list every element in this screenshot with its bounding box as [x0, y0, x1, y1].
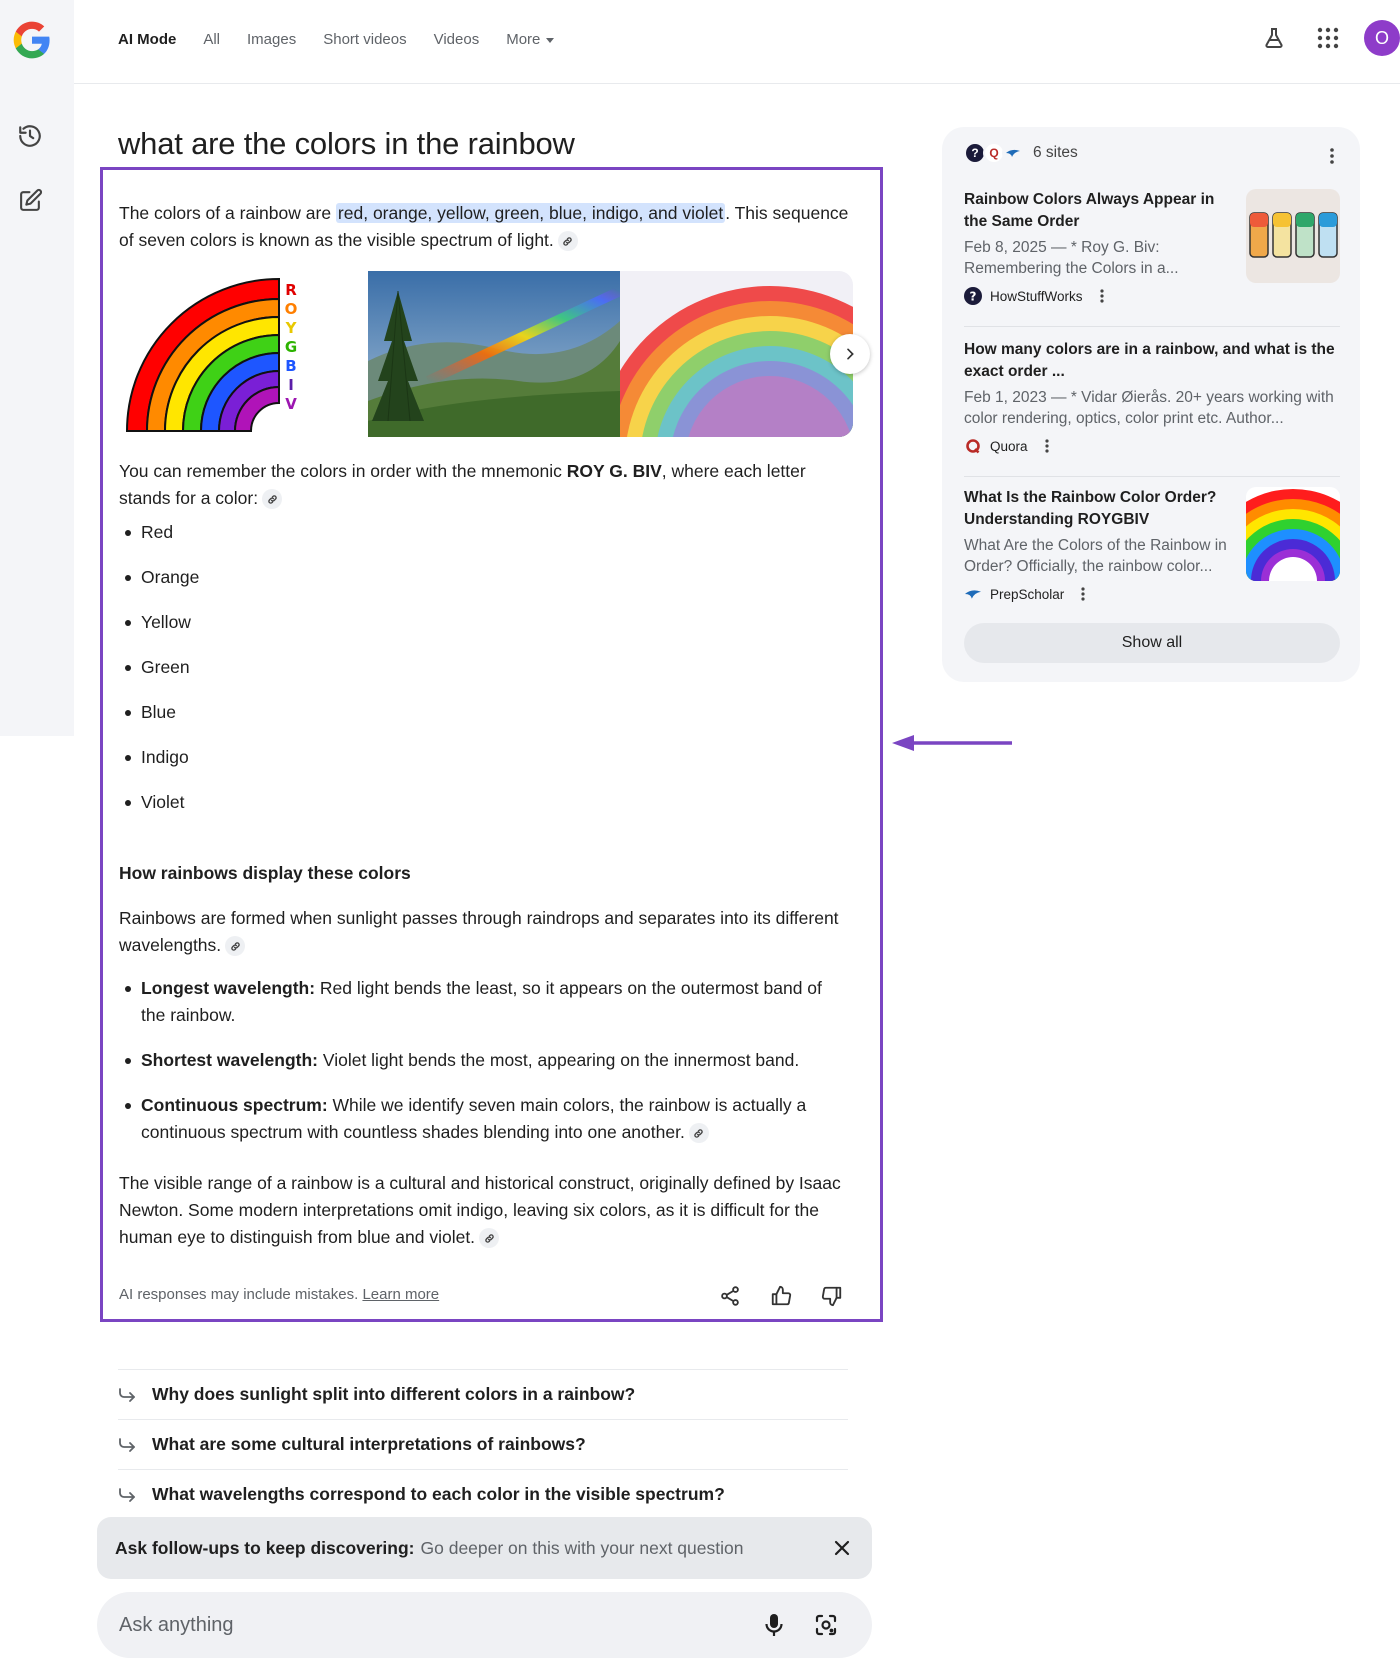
divider — [964, 326, 1340, 327]
source-site — [964, 287, 1340, 305]
labs-button[interactable] — [1256, 20, 1292, 56]
citation-link-icon[interactable] — [479, 1228, 499, 1248]
howstuffworks-icon: ? — [964, 142, 986, 164]
roygbiv-letter: Y — [285, 319, 297, 337]
wavelength-list — [141, 975, 841, 1164]
roygbiv-rainbow-image[interactable] — [119, 271, 368, 437]
bullet-label: Continuous spectrum: — [141, 1095, 328, 1115]
source-site-name: Quora — [990, 438, 1028, 454]
voice-search-button[interactable] — [758, 1609, 790, 1641]
roygbiv-letter: R — [285, 281, 297, 299]
source-thumbnail — [1246, 189, 1340, 283]
list-item — [141, 1092, 841, 1146]
more-vert-icon — [1330, 148, 1334, 164]
search-tabs — [118, 28, 581, 52]
intro-text: The colors of a rainbow are — [119, 203, 336, 223]
lens-search-button[interactable] — [810, 1609, 842, 1641]
source-snippet: Feb 8, 2025 — * Roy G. Biv: Remembering the Colors in a... — [964, 239, 1179, 277]
source-thumbnail — [1246, 487, 1340, 581]
color-list — [141, 519, 199, 834]
thumbs-down-icon — [821, 1285, 843, 1307]
learn-more-link[interactable]: Learn more — [362, 1286, 440, 1303]
flask-icon — [1262, 26, 1286, 50]
svg-text:?: ? — [969, 289, 977, 304]
tab-more-label: More — [506, 31, 541, 48]
quora-icon — [964, 437, 982, 455]
chevron-right-icon — [842, 346, 858, 362]
list-item — [141, 1047, 841, 1074]
answer-intro — [119, 200, 849, 254]
source-site-name: PrepScholar — [990, 586, 1065, 602]
more-vert-icon[interactable] — [1042, 439, 1052, 453]
list-item: Indigo — [141, 744, 199, 789]
ai-disclaimer — [119, 1286, 439, 1303]
ai-answer-box — [100, 167, 883, 1322]
list-item: Blue — [141, 699, 199, 744]
formation-text: Rainbows are formed when sunlight passes through raindrops and separates into its different wavelengths. — [119, 908, 839, 955]
follow-up-text: What are some cultural interpretations of rainbows? — [152, 1434, 586, 1454]
sources-count[interactable]: 6 sites — [1033, 144, 1078, 161]
account-avatar[interactable]: O — [1364, 20, 1400, 56]
subdirectory-arrow-icon — [118, 1438, 138, 1452]
follow-up-suggestions — [118, 1369, 848, 1519]
source-card[interactable] — [964, 189, 1340, 305]
left-rail — [0, 0, 74, 736]
follow-up-text: Why does sunlight split into different colors in a rainbow? — [152, 1384, 636, 1404]
tab-videos[interactable]: Videos — [433, 31, 480, 48]
citation-link-icon[interactable] — [558, 231, 578, 251]
howstuffworks-icon — [964, 287, 982, 305]
prepscholar-icon — [1002, 142, 1024, 164]
follow-up-text: What wavelengths correspond to each color in the visible spectrum? — [152, 1484, 725, 1504]
forest-rainbow-photo[interactable] — [368, 271, 620, 437]
source-title: What Is the Rainbow Color Order? Understanding ROYGBIV — [964, 489, 1217, 528]
history-button[interactable] — [14, 120, 46, 152]
section-heading: How rainbows display these colors — [119, 863, 411, 883]
roygbiv-letter: I — [288, 376, 294, 394]
subdirectory-arrow-icon — [118, 1388, 138, 1402]
roygbiv-letter: B — [285, 357, 297, 375]
mnemonic-paragraph — [119, 458, 849, 512]
carousel-next-button[interactable] — [830, 334, 870, 374]
newton-paragraph — [119, 1170, 854, 1251]
follow-up-item[interactable] — [118, 1419, 848, 1469]
bullet-text: While we identify seven main colors, the rainbow is actually a continuous spectrum with countless shades blending into one another. — [141, 1095, 807, 1142]
apps-button[interactable] — [1310, 20, 1346, 56]
share-icon — [719, 1285, 741, 1307]
sources-header — [964, 142, 1078, 164]
intro-text-end: . This sequence of seven colors is known as the visible spectrum of light. — [119, 203, 849, 250]
source-snippet: What Are the Colors of the Rainbow in Order? Officially, the rainbow color... — [964, 537, 1227, 575]
mnemonic-text-end: , where each letter stands for a color: — [119, 461, 806, 508]
answer-actions — [697, 1278, 850, 1314]
close-banner-button[interactable] — [830, 1536, 854, 1560]
prepscholar-icon — [964, 585, 982, 603]
banner-text: Go deeper on this with your next question — [420, 1537, 744, 1558]
roygbiv-letter: O — [284, 300, 298, 318]
divider — [964, 476, 1340, 477]
list-item: Violet — [141, 789, 199, 834]
new-chat-button[interactable] — [14, 184, 46, 216]
quora-icon: Q — [983, 142, 1005, 164]
thumbs-up-icon — [770, 1285, 792, 1307]
citation-link-icon[interactable] — [262, 489, 282, 509]
ask-input[interactable] — [119, 1614, 719, 1637]
more-vert-icon[interactable] — [1097, 289, 1107, 303]
list-item: Orange — [141, 564, 199, 609]
list-item: Yellow — [141, 609, 199, 654]
caret-down-icon — [546, 38, 554, 43]
disclaimer-text: AI responses may include mistakes. — [119, 1286, 363, 1303]
apps-grid-icon — [1317, 27, 1339, 49]
source-snippet: Feb 1, 2023 — * Vidar Øierås. 20+ years working with color rendering, optics, color print etc. Author... — [964, 389, 1334, 427]
query-title: what are the colors in the rainbow — [118, 126, 575, 161]
top-bar — [74, 0, 1400, 84]
list-item: Red — [141, 519, 199, 564]
source-card[interactable] — [964, 487, 1340, 603]
bullet-text: Red light bends the least, so it appears on the outermost band of the rainbow. — [141, 978, 822, 1025]
source-card[interactable] — [964, 339, 1340, 455]
edit-icon — [18, 188, 43, 213]
citation-link-icon[interactable] — [689, 1123, 709, 1143]
newton-text: The visible range of a rainbow is a cultural and historical construct, originally defined by Isaac Newton. Some modern interpretations omit indigo, leaving six colors, as it is difficult for the human eye to distinguish from blue and violet. — [119, 1173, 841, 1247]
sources-panel — [942, 127, 1360, 682]
mnemonic-bold: ROY G. BIV — [566, 461, 662, 481]
microphone-icon — [764, 1613, 784, 1637]
tab-short-videos[interactable]: Short videos — [323, 31, 407, 48]
tab-images[interactable]: Images — [247, 31, 297, 48]
tab-all[interactable]: All — [203, 31, 221, 48]
favicon-stack — [964, 142, 1021, 164]
history-icon — [17, 123, 43, 149]
source-site — [964, 585, 1340, 603]
banner-strong-text: Ask follow-ups to keep discovering: — [115, 1537, 415, 1558]
google-logo[interactable] — [12, 20, 52, 60]
bullet-label: Longest wavelength: — [141, 978, 316, 998]
bullet-label: Shortest wavelength: — [141, 1050, 318, 1070]
roygbiv-letter: V — [285, 395, 297, 413]
follow-up-banner — [97, 1517, 872, 1579]
thumbs-up-button[interactable] — [763, 1278, 799, 1314]
mnemonic-text: You can remember the colors in order with the mnemonic — [119, 461, 567, 481]
source-title: Rainbow Colors Always Appear in the Same Order — [964, 191, 1215, 230]
tab-more[interactable] — [506, 28, 554, 52]
thumbs-down-button[interactable] — [814, 1278, 850, 1314]
share-button[interactable] — [712, 1278, 748, 1314]
subdirectory-arrow-icon — [118, 1488, 138, 1502]
follow-up-item[interactable] — [118, 1369, 848, 1419]
arrow-left-icon — [892, 733, 1014, 753]
source-site-name: HowStuffWorks — [990, 288, 1083, 304]
source-site — [964, 437, 1340, 455]
pastel-rainbow-image[interactable] — [620, 271, 853, 437]
highlighted-colors[interactable]: red, orange, yellow, green, blue, indigo, and violet — [337, 203, 724, 223]
list-item: Green — [141, 654, 199, 699]
ask-bar — [97, 1592, 872, 1658]
sources-more-button[interactable] — [1322, 144, 1342, 168]
image-carousel — [119, 271, 853, 437]
tab-ai-mode[interactable]: AI Mode — [118, 31, 177, 48]
list-item — [141, 975, 841, 1029]
bullet-text: Violet light bends the most, appearing on the innermost band. — [317, 1050, 800, 1070]
close-icon — [834, 1540, 850, 1556]
camera-lens-icon — [814, 1613, 838, 1637]
show-all-button[interactable]: Show all — [964, 623, 1340, 663]
top-right-icons — [1238, 20, 1400, 56]
citation-link-icon[interactable] — [225, 936, 245, 956]
follow-up-item[interactable] — [118, 1469, 848, 1519]
source-title: How many colors are in a rainbow, and what is the exact order ... — [964, 341, 1335, 380]
formation-paragraph — [119, 905, 849, 959]
more-vert-icon[interactable] — [1078, 587, 1088, 601]
roygbiv-letter: G — [284, 338, 298, 356]
